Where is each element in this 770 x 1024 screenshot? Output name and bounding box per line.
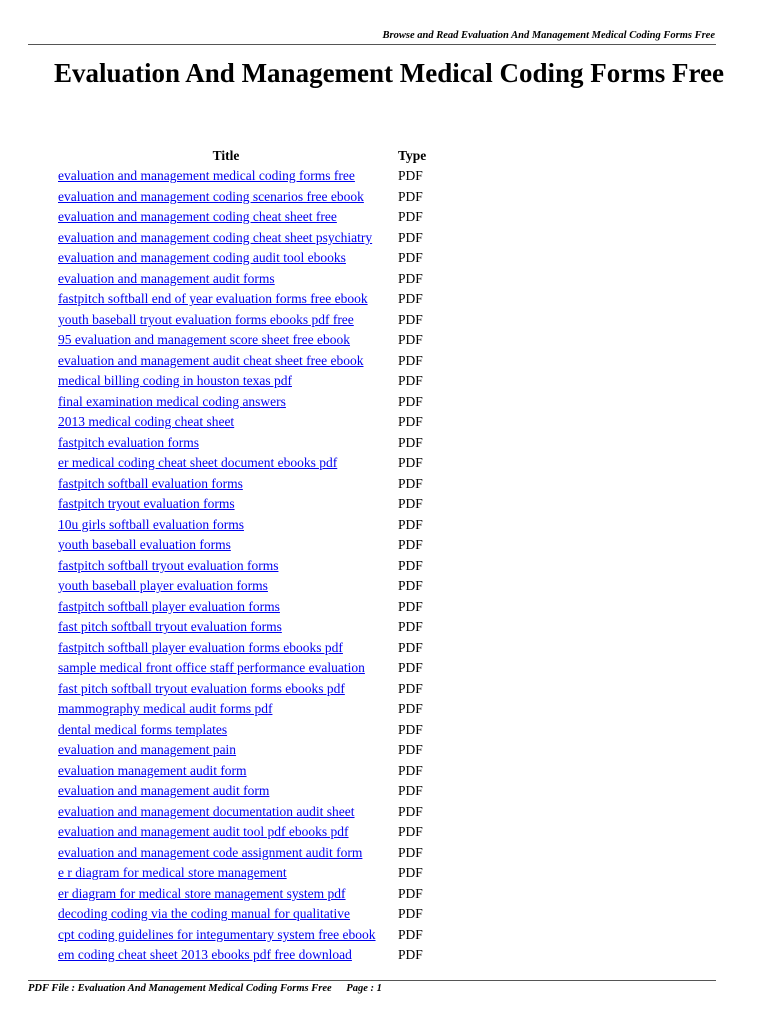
type-cell: PDF <box>398 783 423 799</box>
type-cell: PDF <box>398 885 423 901</box>
type-cell: PDF <box>398 229 423 245</box>
document-link[interactable]: er medical coding cheat sheet document ebooks pdf <box>58 455 338 471</box>
document-link[interactable]: e r diagram for medical store management <box>58 865 287 881</box>
document-link[interactable]: fastpitch softball evaluation forms <box>58 475 243 491</box>
document-link[interactable]: final examination medical coding answers <box>58 393 286 409</box>
title-cell <box>56 289 396 310</box>
title-cell <box>56 515 396 536</box>
title-cell <box>56 761 396 782</box>
document-link[interactable]: evaluation and management audit form <box>58 783 270 799</box>
title-cell <box>56 433 396 454</box>
title-cell <box>56 453 396 474</box>
type-cell: PDF <box>398 947 423 963</box>
type-cell: PDF <box>398 373 423 389</box>
type-cell: PDF <box>398 578 423 594</box>
type-cell: PDF <box>398 393 423 409</box>
type-cell: PDF <box>398 434 423 450</box>
document-link[interactable]: decoding coding via the coding manual for qualitative <box>58 906 351 922</box>
document-link[interactable]: evaluation and management coding scenarios free ebook <box>58 188 364 204</box>
title-cell <box>56 371 396 392</box>
type-cell: PDF <box>398 660 423 676</box>
title-cell <box>56 330 396 351</box>
title-cell <box>56 576 396 597</box>
type-cell: PDF <box>398 762 423 778</box>
table-row <box>56 474 428 495</box>
type-cell: PDF <box>398 557 423 573</box>
type-cell: PDF <box>398 598 423 614</box>
title-cell <box>56 269 396 290</box>
table-row <box>56 843 428 864</box>
document-link[interactable]: evaluation management audit form <box>58 762 247 778</box>
document-link[interactable]: evaluation and management documentation audit sheet <box>58 803 355 819</box>
type-cell: PDF <box>398 865 423 881</box>
type-cell: PDF <box>398 721 423 737</box>
document-link[interactable]: fastpitch evaluation forms <box>58 434 199 450</box>
title-cell <box>56 843 396 864</box>
title-column-header: Title <box>212 148 240 163</box>
title-cell <box>56 556 396 577</box>
title-cell <box>56 720 396 741</box>
type-cell: PDF <box>398 844 423 860</box>
type-cell: PDF <box>398 701 423 717</box>
type-cell: PDF <box>398 188 423 204</box>
table-row <box>56 535 428 556</box>
document-link[interactable]: fastpitch tryout evaluation forms <box>58 496 235 512</box>
document-link[interactable]: dental medical forms templates <box>58 721 228 737</box>
title-cell <box>56 802 396 823</box>
document-link[interactable]: 2013 medical coding cheat sheet <box>58 414 235 430</box>
title-cell <box>56 597 396 618</box>
type-cell: PDF <box>398 680 423 696</box>
table-row <box>56 248 428 269</box>
table-body <box>56 166 428 966</box>
title-cell <box>56 925 396 946</box>
table-row <box>56 310 428 331</box>
footer-divider <box>28 980 716 981</box>
document-link[interactable]: evaluation and management audit forms <box>58 270 275 286</box>
title-cell <box>56 904 396 925</box>
type-cell: PDF <box>398 209 423 225</box>
table-row <box>56 884 428 905</box>
title-cell <box>56 617 396 638</box>
table-row <box>56 802 428 823</box>
type-cell: PDF <box>398 639 423 655</box>
table-row <box>56 433 428 454</box>
title-cell <box>56 412 396 433</box>
title-cell <box>56 351 396 372</box>
type-cell: PDF <box>398 414 423 430</box>
table-row <box>56 228 428 249</box>
document-link[interactable]: fastpitch softball end of year evaluation forms free ebook <box>58 291 368 307</box>
document-link[interactable]: sample medical front office staff performance evaluation <box>58 660 365 676</box>
table-row <box>56 863 428 884</box>
document-link[interactable]: evaluation and management audit cheat sheet free ebook <box>58 352 364 368</box>
table-row <box>56 289 428 310</box>
title-cell <box>56 392 396 413</box>
table-row <box>56 556 428 577</box>
table-row <box>56 904 428 925</box>
title-cell <box>56 863 396 884</box>
type-cell: PDF <box>398 311 423 327</box>
document-link[interactable]: 95 evaluation and management score sheet free ebook <box>58 332 351 348</box>
type-cell: PDF <box>398 742 423 758</box>
title-cell <box>56 638 396 659</box>
table-row <box>56 945 428 966</box>
document-link[interactable]: fast pitch softball tryout evaluation forms ebooks pdf <box>58 680 345 696</box>
title-cell <box>56 945 396 966</box>
title-cell <box>56 884 396 905</box>
table-row <box>56 412 428 433</box>
title-cell <box>56 166 396 187</box>
title-cell <box>56 310 396 331</box>
title-cell <box>56 248 396 269</box>
document-link[interactable]: 10u girls softball evaluation forms <box>58 516 244 532</box>
document-link[interactable]: fastpitch softball player evaluation forms <box>58 598 280 614</box>
type-cell: PDF <box>398 803 423 819</box>
document-link[interactable]: evaluation and management audit tool pdf ebooks pdf <box>58 824 349 840</box>
table-row <box>56 371 428 392</box>
table-row <box>56 638 428 659</box>
type-cell: PDF <box>398 537 423 553</box>
table-row <box>56 617 428 638</box>
title-cell <box>56 781 396 802</box>
title-cell <box>56 679 396 700</box>
type-cell: PDF <box>398 516 423 532</box>
table-row <box>56 925 428 946</box>
table-row <box>56 453 428 474</box>
document-link[interactable]: evaluation and management pain <box>58 742 237 758</box>
type-column-header: Type <box>398 148 427 163</box>
title-cell <box>56 740 396 761</box>
table-row <box>56 740 428 761</box>
type-cell: PDF <box>398 906 423 922</box>
document-link[interactable]: mammography medical audit forms pdf <box>58 701 273 717</box>
title-cell <box>56 535 396 556</box>
table-row <box>56 515 428 536</box>
type-cell: PDF <box>398 291 423 307</box>
table-row <box>56 351 428 372</box>
document-title: Evaluation And Management Medical Coding Forms Free <box>54 58 724 88</box>
table-row <box>56 576 428 597</box>
type-cell: PDF <box>398 926 423 942</box>
type-cell: PDF <box>398 475 423 491</box>
title-cell <box>56 699 396 720</box>
document-link[interactable]: er diagram for medical store management system pdf <box>58 885 346 901</box>
type-cell: PDF <box>398 496 423 512</box>
type-cell: PDF <box>398 168 423 184</box>
title-cell <box>56 494 396 515</box>
document-link[interactable]: evaluation and management medical coding forms free <box>58 168 355 184</box>
table-row <box>56 392 428 413</box>
type-cell: PDF <box>398 619 423 635</box>
table-row <box>56 269 428 290</box>
table-row <box>56 781 428 802</box>
results-table <box>56 146 428 966</box>
document-link[interactable]: fastpitch softball player evaluation forms ebooks pdf <box>58 639 343 655</box>
type-cell: PDF <box>398 824 423 840</box>
table-row <box>56 658 428 679</box>
document-link[interactable]: youth baseball evaluation forms <box>58 537 231 553</box>
title-cell <box>56 207 396 228</box>
footer-file-label: PDF File : Evaluation And Management Medical Coding Forms Free <box>28 983 332 994</box>
title-cell <box>56 658 396 679</box>
title-cell <box>56 822 396 843</box>
document-link[interactable]: youth baseball player evaluation forms <box>58 578 268 594</box>
type-cell: PDF <box>398 455 423 471</box>
document-link[interactable]: em coding cheat sheet 2013 ebooks pdf free download <box>58 947 352 963</box>
table-row <box>56 679 428 700</box>
document-link[interactable]: evaluation and management coding cheat sheet free <box>58 209 337 225</box>
table-row <box>56 720 428 741</box>
table-row <box>56 207 428 228</box>
type-cell: PDF <box>398 270 423 286</box>
footer-page-number: Page : 1 <box>346 983 382 994</box>
table-header-row <box>56 146 428 166</box>
table-row <box>56 330 428 351</box>
document-link[interactable]: fast pitch softball tryout evaluation forms <box>58 619 282 635</box>
table-row <box>56 166 428 187</box>
table-row <box>56 494 428 515</box>
document-link[interactable]: cpt coding guidelines for integumentary system free ebook <box>58 926 376 942</box>
document-link[interactable]: youth baseball tryout evaluation forms ebooks pdf free <box>58 311 354 327</box>
title-cell <box>56 187 396 208</box>
table-row <box>56 699 428 720</box>
document-link[interactable]: medical billing coding in houston texas pdf <box>58 373 292 389</box>
page-footer <box>28 983 382 994</box>
title-cell <box>56 228 396 249</box>
type-cell: PDF <box>398 352 423 368</box>
document-link[interactable]: evaluation and management coding audit tool ebooks <box>58 250 346 266</box>
document-link[interactable]: fastpitch softball tryout evaluation forms <box>58 557 279 573</box>
document-link[interactable]: evaluation and management coding cheat sheet psychiatry <box>58 229 373 245</box>
header-divider <box>28 44 716 45</box>
table-row <box>56 761 428 782</box>
title-cell <box>56 474 396 495</box>
running-header: Browse and Read Evaluation And Management Medical Coding Forms Free <box>382 30 715 41</box>
table-row <box>56 597 428 618</box>
document-link[interactable]: evaluation and management code assignment audit form <box>58 844 363 860</box>
table-row <box>56 822 428 843</box>
type-cell: PDF <box>398 332 423 348</box>
type-cell: PDF <box>398 250 423 266</box>
table-row <box>56 187 428 208</box>
